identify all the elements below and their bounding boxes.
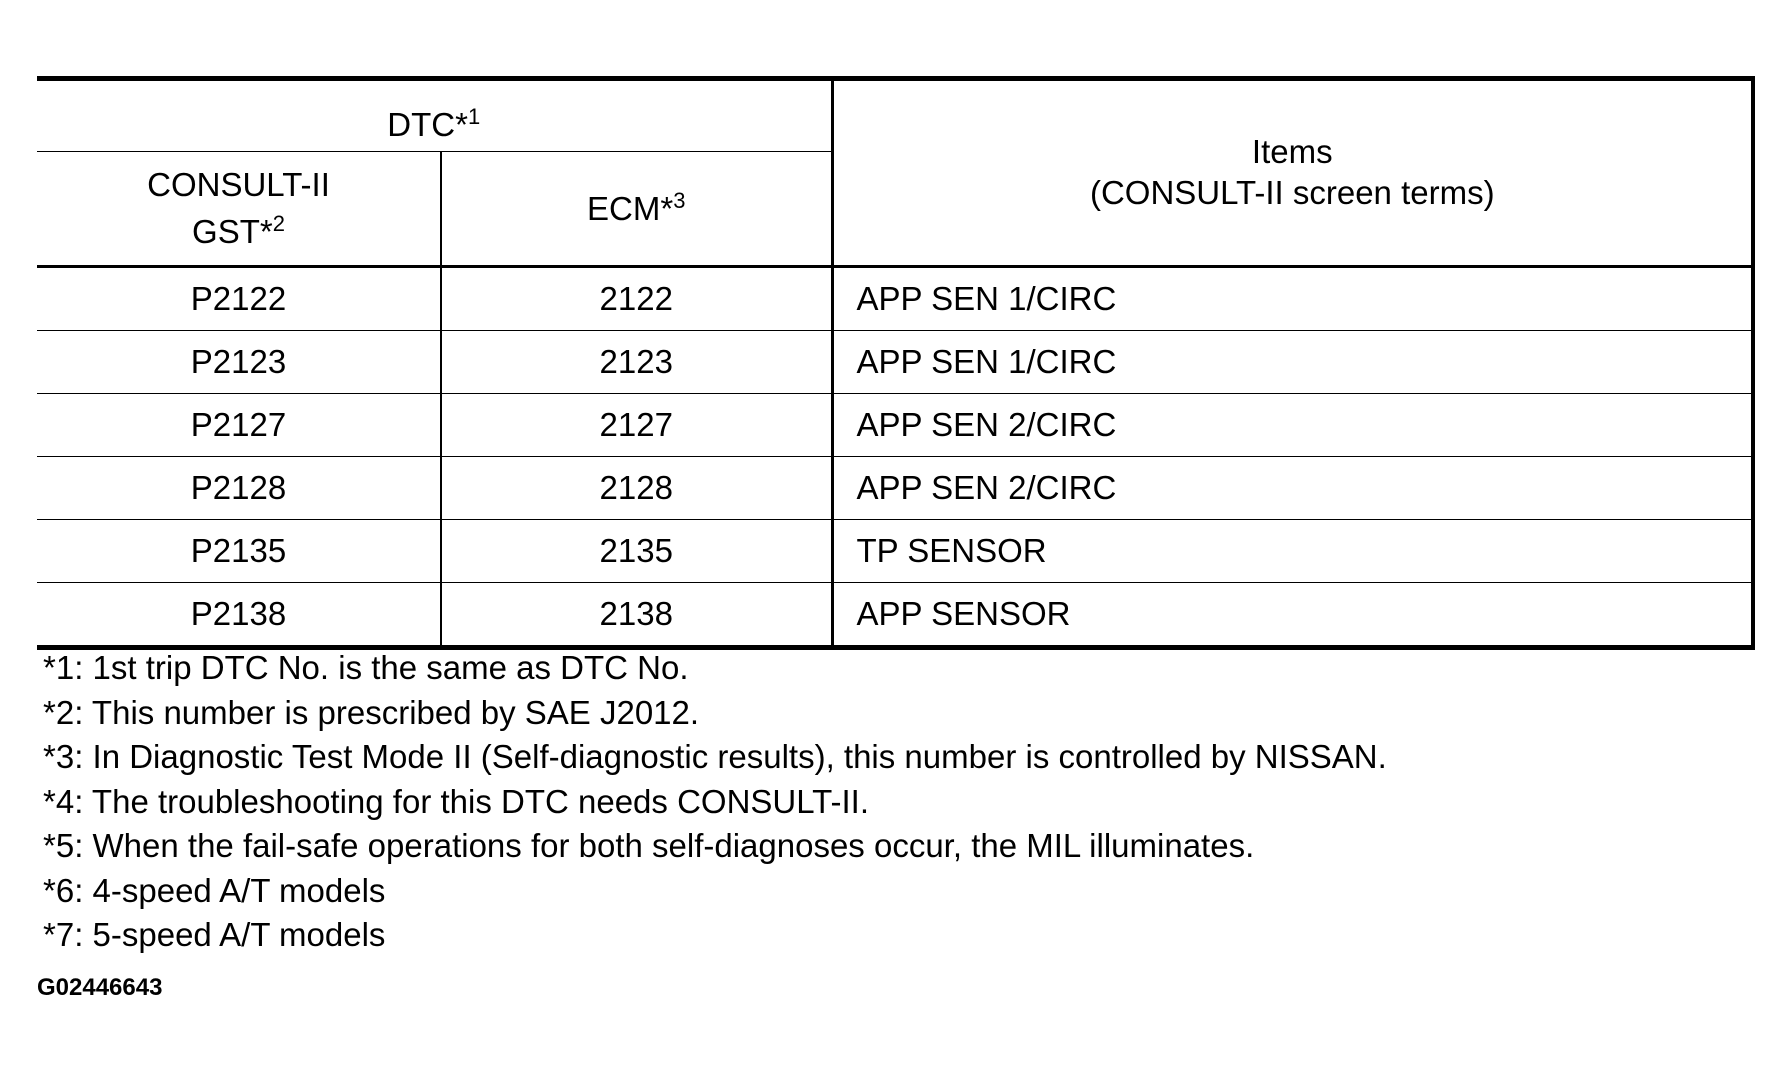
ecm-code-cell: 2135 [441,520,832,583]
table-row [37,583,1753,648]
items-header [832,79,1753,267]
item-cell: APP SENSOR [856,595,1071,633]
ecm-header-footnote: 3 [673,187,686,213]
ecm-code-cell: 2128 [441,457,832,520]
item-cell: APP SEN 2/CIRC [832,394,1753,457]
footnote: *1: 1st trip DTC No. is the same as DTC No. [43,649,689,686]
ecm-code-cell: 2122 [441,267,832,331]
ecm-header [441,152,832,267]
items-header-subtitle: (CONSULT-II screen terms) [1089,174,1495,212]
ecm-code-cell: 2138 [441,583,832,648]
gst-code-cell: P2123 [37,331,441,394]
item-cell: APP SEN 1/CIRC [832,331,1753,394]
item-cell: APP SEN 1/CIRC [832,267,1753,331]
header-row-top [37,79,1753,152]
dtc-header-label: DTC* [387,106,468,144]
figure-id: G02446643 [37,974,163,1001]
table-row [37,331,1753,394]
gst-code-cell: P2138 [37,583,441,648]
footnote: *5: When the fail-safe operations for both self-diagnoses occur, the MIL illuminates. [43,827,1255,864]
table-row [37,394,1753,457]
footnotes [43,646,1387,958]
items-header-title: Items [1251,133,1333,170]
table-row [37,267,1753,331]
item-cell: APP SEN 2/CIRC [832,457,1753,520]
footnote: *6: 4-speed A/T models [43,871,386,909]
table-row [37,520,1753,583]
table-row [37,457,1753,520]
dtc-table-body [37,267,1753,648]
footnote: *3: In Diagnostic Test Mode II (Self-diagnostic results), this number is controlled by NISSAN. [43,738,1387,775]
gst-header-label: GST* [192,212,273,250]
footnote: *4: The troubleshooting for this DTC needs CONSULT-II. [43,782,869,820]
footnote: *7: 5-speed A/T models [43,916,386,953]
dtc-header [37,79,832,152]
gst-code-cell: P2135 [37,520,441,583]
item-cell: TP SENSOR [832,520,1753,583]
dtc-table [37,76,1755,650]
ecm-code-cell: 2127 [441,394,832,457]
consult-gst-header [37,152,441,267]
footnote: *2: This number is prescribed by SAE J2012. [43,693,700,731]
consult-header-label: CONSULT-II [147,166,330,204]
ecm-code-cell: 2123 [441,331,832,394]
gst-code-cell: P2128 [37,457,441,520]
gst-code-cell: P2122 [37,267,441,331]
gst-code-cell: P2127 [37,394,441,457]
dtc-header-footnote: 1 [467,104,481,130]
gst-header-footnote: 2 [272,210,285,236]
ecm-header-label: ECM* [587,189,674,227]
